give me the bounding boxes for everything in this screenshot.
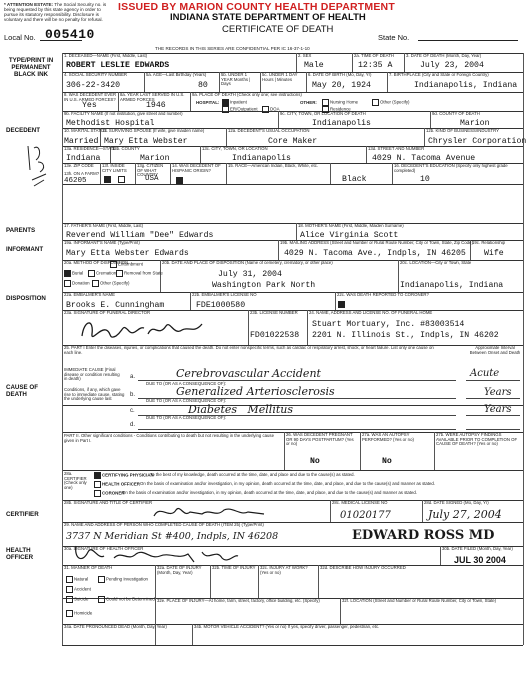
cause-d-letter: d.: [130, 422, 136, 428]
label-method-disposition: 20a. METHOD OF DISPOSITION: [64, 260, 129, 265]
label-age: 5a. AGE—Last Birthday (Years): [146, 72, 207, 77]
certifier-physician[interactable]: CERTIFYING PHYSICIAN: [94, 472, 154, 479]
label-autopsy-findings: 27b. WERE AUTOPSY FINDINGS AVAILABLE PRIOR TO COMPLETION OF CAUSE OF DEATH? (Yes or no): [436, 432, 518, 446]
immediate-cause-label: IMMEDIATE CAUSE (Final disease or condition resulting in death): [64, 367, 120, 381]
disposition-location[interactable]: Indianapolis, Indiana: [400, 281, 504, 290]
certifier-section-label: CERTIFIER: [6, 511, 39, 518]
local-no: 005410: [45, 27, 95, 42]
due-to-b: DUE TO (OR AS A CONSEQUENCE OF):: [146, 398, 227, 403]
sequential-label: Conditions, if any, which gave rise to immediate cause, stating the underlying cause last: [64, 387, 125, 401]
place-inpatient[interactable]: Inpatient: [222, 99, 247, 106]
manner-natural[interactable]: Natural: [66, 576, 88, 583]
other-label: OTHER:: [300, 100, 317, 105]
checkbox-icon: [66, 576, 73, 583]
cause-b-value[interactable]: Generalized Arteriosclerosis: [176, 385, 335, 398]
label-relationship: 19c. Relationship: [472, 240, 505, 245]
interval-b-value[interactable]: Years: [484, 387, 512, 398]
label-industry: 12b. KIND OF BUSINESS/INDUSTRY: [426, 128, 499, 133]
disposition-date[interactable]: July 31, 2004: [218, 270, 282, 279]
funeral-home-address[interactable]: 2201 N. Illinois St., Indpls, IN 46202: [312, 331, 499, 340]
label-injury-place: 32e. PLACE OF INJURY—At home, farm, street, factory, office building, etc. (Specify): [157, 598, 320, 603]
checkbox-icon: [64, 280, 71, 287]
label-disposition-location: 20c. LOCATION—City or Town, State: [400, 260, 472, 265]
checkbox-icon: [66, 586, 73, 593]
checkbox-icon: [98, 576, 105, 583]
checkbox-icon: [94, 481, 101, 488]
cause-a-value[interactable]: Cerebrovascular Accident: [176, 367, 321, 380]
label-dob: 6. DATE OF BIRTH (Mo, Day, Yr): [308, 72, 372, 77]
informant-value[interactable]: Mary Etta Webster Edwards: [66, 249, 189, 258]
cause-c-value[interactable]: Diabetes Mellitus: [188, 403, 293, 416]
embalmer-license-value[interactable]: FDE1000580: [196, 301, 246, 310]
label-mother: 18. MOTHER'S NAME (First, Middle, Maiden Surname): [298, 223, 404, 228]
marital-value[interactable]: Married: [64, 137, 99, 146]
certifier-signature: [150, 502, 270, 522]
label-death-county: 9d. COUNTY OF DEATH: [432, 111, 480, 116]
margin-scribble: [24, 140, 54, 190]
manner-suicide[interactable]: Suicide: [66, 596, 88, 603]
label-pronounced-dead: 34a. DATE PRONOUNCED DEAD (Month, Day, Year): [64, 624, 167, 629]
label-motor-vehicle: 34b. MOTOR VEHICLE ACCIDENT? (Yes or no) If yes, specify driver, passenger, pedestrian, etc.: [194, 624, 380, 629]
interval-label: Approximate Interval Between Onset and Death: [469, 345, 521, 355]
cause-b-letter: b.: [130, 392, 136, 398]
label-time: 2a. TIME OF DEATH: [354, 53, 394, 58]
label-injury-location: 32f. LOCATION (Street and Number or Rural Route Number, City or Town, State): [342, 598, 497, 603]
label-injury-description: 32d. DESCRIBE HOW INJURY OCCURRED: [320, 565, 406, 570]
time-of-death[interactable]: 12:35 A: [358, 61, 393, 70]
part2-instructions: PART II. Other significant conditions - Conditions contributing to death but not resulting in the underlying cause given in Part I.: [64, 433, 274, 443]
checkbox-icon: [92, 280, 99, 287]
certifier-name-value[interactable]: EDWARD ROSS MD: [352, 528, 495, 543]
checkbox-checked-icon: [338, 301, 345, 308]
checkbox-icon: [88, 270, 95, 277]
label-injury-date: 32a. DATE OF INJURY (Month, Day, Year): [157, 565, 202, 575]
autopsy-value[interactable]: No: [382, 457, 392, 466]
checkbox-icon: [322, 99, 329, 106]
label-manner: 31. MANNER OF DEATH: [64, 565, 113, 570]
label-medical-license: 28c. MEDICAL LICENSE NO: [332, 500, 388, 505]
spouse-value[interactable]: Mary Etta Webster: [104, 137, 188, 146]
disp-entombment[interactable]: Entombment: [110, 261, 143, 268]
label-sex: 2. SEX: [298, 53, 312, 58]
funeral-director-signature: [78, 316, 208, 344]
race-value[interactable]: Black: [342, 175, 367, 184]
label-name: 1. DECEASED—NAME (First, Middle, Last): [64, 53, 148, 58]
hospital-label: HOSPITAL:: [196, 100, 220, 105]
department-title: INDIANA STATE DEPARTMENT OF HEALTH: [170, 12, 366, 23]
label-death-city: 9c. CITY, TOWN, OR LOCATION OF DEATH: [280, 111, 366, 116]
state-no-label: State No.: [378, 33, 410, 42]
res-street-value[interactable]: 4029 N. Tacoma Avenue: [372, 154, 476, 163]
checkbox-icon: [98, 596, 105, 603]
education-value[interactable]: 10: [420, 175, 430, 184]
label-hispanic: 14. WAS DECEDENT OF HISPANIC ORIGIN?: [172, 163, 221, 173]
dob-value[interactable]: May 20, 1924: [312, 81, 371, 90]
disposition-section-label: DISPOSITION: [6, 295, 46, 302]
label-res-county: 13b. COUNTY: [112, 146, 140, 151]
death-county-value[interactable]: Marion: [460, 119, 490, 128]
label-injury-time: 32b. TIME OF INJURY: [212, 565, 256, 570]
label-fd-signature: 23a. SIGNATURE OF FUNERAL DIRECTOR: [64, 310, 151, 315]
label-embalmer-license: 22b. EMBALMER'S LICENSE NO: [192, 292, 257, 297]
label-education: 16. DECEDENT'S EDUCATION (Specify only highest grade completed): [394, 163, 508, 173]
checkbox-checked-icon: [64, 270, 71, 277]
certificate-title: CERTIFICATE OF DEATH: [222, 24, 334, 35]
checkbox-icon: [372, 99, 379, 106]
disposition-place[interactable]: Washington Park North: [212, 281, 316, 290]
attention-notice: [4, 2, 116, 22]
checkbox-icon: [222, 106, 229, 113]
label-citizen: 13g. CITIZEN OF WHAT COUNTRY: [137, 163, 164, 177]
label-pregnant: 26. WAS DECEDENT PREGNANT OR 90 DAYS POSTPARTUM? (Yes or no): [286, 432, 354, 446]
manner-homicide[interactable]: Homicide: [66, 610, 92, 617]
father-value[interactable]: Reverend William "Dee" Edwards: [66, 231, 214, 240]
cause-a-letter: a.: [130, 374, 136, 380]
label-year-served: 8a. YEAR LAST SERVED IN U.S. ARMED FORCES: [120, 92, 185, 102]
label-under-1-year: 5b. UNDER 1 YEAR Months | Days: [221, 72, 251, 86]
ssn-value[interactable]: 306-22-3420: [66, 81, 121, 90]
checkbox-icon: [110, 261, 117, 268]
label-farm: 13h. ON A FARM?: [64, 171, 100, 176]
death-city-value[interactable]: Indianapolis: [312, 119, 371, 128]
informant-section-label: INFORMANT: [6, 246, 44, 253]
certifier-physician-text: To the best of my knowledge, death occurred at the time, date, and place and due to the cause(s) as stated.: [150, 472, 355, 477]
disp-removal[interactable]: Removal from State: [116, 270, 163, 277]
decedent-name[interactable]: ROBERT LESLIE EDWARDS: [66, 61, 170, 70]
facility-value[interactable]: Methodist Hospital: [66, 119, 155, 128]
decedent-section-label: DECEDENT: [6, 127, 41, 134]
label-autopsy: 27a. WAS AN AUTOPSY PERFORMED? (Yes or no): [362, 432, 414, 442]
label-res-street: 13d. STREET AND NUMBER: [368, 146, 425, 151]
label-armed-forces: 8. WAS DECEDENT EVER IN U.S. ARMED FORCES?: [64, 92, 117, 102]
manner-pending[interactable]: Pending Investigation: [98, 576, 148, 583]
label-ssn: 4. SOCIAL SECURITY NUMBER: [64, 72, 128, 77]
label-res-state: 13a. RESIDENCE—STATE: [64, 146, 117, 151]
label-occupation: 12a. DECEDENT'S USUAL OCCUPATION: [228, 128, 310, 133]
label-father: 17. FATHER'S NAME (First, Middle, Last): [64, 223, 144, 228]
coroner-no[interactable]: [338, 301, 346, 308]
label-marital: 10. MARITAL STATUS: [64, 128, 107, 133]
due-to-c: DUE TO (OR AS A CONSEQUENCE OF):: [146, 415, 227, 420]
label-certifier: 28a. CERTIFIER (Check only one): [64, 471, 87, 490]
label-place-of-death: 9a. PLACE OF DEATH (Check only one; see instructions): [192, 92, 302, 97]
informant-address-value[interactable]: 4029 N. Tacoma Ave., Indpls, IN 46205: [284, 249, 466, 258]
checkbox-icon: [262, 106, 269, 113]
attention-title: * ATTENTION ESTATE:: [4, 2, 54, 7]
embalmer-value[interactable]: Brooks E. Cunningham: [66, 301, 165, 310]
label-under-1-day: 5c. UNDER 1 DAY Hours | Minutes: [262, 72, 298, 82]
disp-donation[interactable]: Donation: [64, 280, 90, 287]
due-to-a: DUE TO (OR AS A CONSEQUENCE OF):: [146, 381, 227, 386]
cause-c-letter: c.: [130, 408, 135, 414]
label-health-officer-signature: 30a. SIGNATURE OF HEALTH OFFICER: [64, 546, 144, 551]
pregnant-value[interactable]: No: [310, 457, 320, 466]
industry-value[interactable]: Chrysler Corporation: [428, 137, 527, 146]
parents-section-label: PARENTS: [6, 227, 36, 234]
place-doa[interactable]: DOA: [262, 106, 280, 113]
certifier-health-officer[interactable]: HEALTH OFFICER: [94, 481, 140, 488]
certifier-health-text: On the basis of examination and/or investigation, in my opinion, death occurred at the time, date, and place, and due to the cause(s) and manner as stated.: [140, 481, 435, 486]
label-funeral-home: 24. NAME, ADDRESS AND LICENSE NO. OF FUNERAL HOME: [309, 310, 433, 315]
health-officer-section-label: HEALTH OFFICER: [6, 547, 34, 561]
label-informant: 19a. INFORMANT'S NAME (Type/Print): [64, 240, 140, 245]
checkbox-checked-icon: [94, 472, 101, 479]
confidential-note: THE RECORDS IN THIS SERIES ARE CONFIDENTIAL PER IC 16-37-1-10: [155, 46, 310, 51]
label-city-limits: 13f. INSIDE CITY LIMITS: [102, 163, 127, 173]
label-informant-address: 19b. MAILING ADDRESS (Street and Number or Rural Route Number, City or Town, State, Zip Code): [280, 240, 473, 245]
year-served-value[interactable]: 1946: [146, 101, 166, 110]
interval-a-value[interactable]: Acute: [470, 368, 500, 379]
city-limits-yes[interactable]: [118, 176, 126, 183]
local-no-label: Local No.: [4, 33, 36, 42]
date-signed-value[interactable]: July 27, 2004: [428, 508, 502, 521]
checkbox-icon: [94, 490, 101, 497]
citizen-value[interactable]: USA: [145, 175, 159, 183]
label-facility: 9b. FACILITY NAME (If not institution, give street and number): [64, 111, 183, 116]
label-race: 15. RACE—American Indian, Black, White, etc.: [228, 163, 319, 168]
age-value[interactable]: 80: [198, 81, 208, 90]
medical-license-value[interactable]: 01020177: [340, 510, 391, 521]
label-cause-completer: 29. NAME AND ADDRESS OF PERSON WHO COMPLETED CAUSE OF DEATH (ITEM 25) (Type/Print): [64, 522, 264, 527]
res-state-value[interactable]: Indiana: [66, 154, 101, 163]
manner-accident[interactable]: Accident: [66, 586, 91, 593]
label-embalmer: 22a. EMBALMER'S NAME: [64, 292, 115, 297]
checkbox-checked-icon: [176, 177, 183, 184]
interval-c-value[interactable]: Years: [484, 404, 512, 415]
certifier-coroner-text: On the basis of examination and/or investigation, in my opinion, death occurred at the time, date, and place, and due to the cause(s) and manner as stated.: [122, 490, 417, 495]
label-fd-license: 23b. LICENSE NUMBER: [250, 310, 298, 315]
relationship-value[interactable]: Wife: [484, 249, 504, 258]
issued-by-stamp: ISSUED BY MARION COUNTY HEALTH DEPARTMENT: [118, 1, 395, 13]
funeral-home-value[interactable]: Stuart Mortuary, Inc. #83003514: [312, 320, 465, 329]
label-certifier-signature: 28b. SIGNATURE AND TITLE OF CERTIFIER: [64, 500, 153, 505]
place-er-outpatient[interactable]: ER/Outpatient: [222, 106, 258, 113]
occupation-value[interactable]: Core Maker: [268, 137, 318, 146]
checkbox-icon: [116, 270, 123, 277]
type-print-label: TYPE/PRINT IN PERMANENT BLACK INK: [8, 57, 54, 78]
label-birthplace: 7. BIRTHPLACE (City and State or Foreign Country): [389, 72, 489, 77]
checkbox-icon: [118, 176, 125, 183]
mother-value[interactable]: Alice Virginia Scott: [300, 231, 399, 240]
sex-value[interactable]: Male: [304, 61, 324, 70]
checkbox-checked-icon: [104, 176, 111, 183]
disp-other[interactable]: Other (Specify): [92, 280, 130, 287]
res-county-value[interactable]: Marion: [140, 154, 170, 163]
attention-text: The Social Security no. is being requested by this state agency in order to pursue its statutory responsibility. Disclosure is voluntary and there will be no penalty for refusal.: [4, 2, 107, 23]
armed-forces-value[interactable]: Yes: [82, 101, 97, 110]
res-city-value[interactable]: Indianapolis: [232, 154, 291, 163]
label-res-city: 13c. CITY, TOWN, OR LOCATION: [202, 146, 268, 151]
label-date-of-death: 3. DATE OF DEATH (Month, Day, Year): [406, 53, 482, 58]
fd-license-value[interactable]: FD01022538: [250, 331, 300, 340]
label-date-filed: 30b. DATE FILED (Month, Day, Year): [442, 546, 513, 551]
checkbox-checked-icon: [222, 99, 229, 106]
certifier-address-value[interactable]: 3737 N Meridian St #400, Indpls, IN 46208: [66, 531, 279, 542]
disp-cremation[interactable]: Cremation: [88, 270, 116, 277]
label-disposition-place: 20b. DATE AND PLACE OF DISPOSITION (Name of cemetery, crematory, or other place): [162, 260, 333, 265]
zip-value[interactable]: 46205: [64, 177, 87, 185]
place-other[interactable]: Other (Specify): [372, 99, 410, 106]
cause-section-label: CAUSE OF DEATH: [6, 384, 38, 398]
manner-undetermined[interactable]: Could not be Determined: [98, 596, 155, 603]
label-injury-work: 32c. INJURY AT WORK? (Yes or no): [260, 565, 308, 575]
date-filed-stamp: JUL 30 2004: [454, 555, 506, 565]
checkbox-icon: [66, 610, 73, 617]
health-officer-signature: [70, 542, 240, 566]
disp-burial[interactable]: Burial: [64, 270, 83, 277]
label-date-signed: 28d. DATE SIGNED (Mo, Day, Yr): [424, 500, 489, 505]
birthplace-value[interactable]: Indianapolis, Indiana: [414, 81, 518, 90]
label-coroner-reported: 22c. WAS DEATH REPORTED TO CORONER?: [337, 292, 429, 297]
city-limits-no[interactable]: [104, 176, 112, 183]
checkbox-icon: [66, 596, 73, 603]
hispanic-no[interactable]: [176, 177, 184, 184]
label-zip: 13e. ZIP CODE: [64, 163, 94, 168]
place-residence[interactable]: Residence: [322, 106, 351, 113]
part1-instructions: 25. PART I Enter the diseases, injuries, or complications that caused the death. Do not enter nonspecific terms, such as cardiac or respiratory arrest, shock, or heart failure. List only one cause on each line.: [64, 345, 434, 355]
label-spouse: 11. SURVIVING SPOUSE (If wife, give maiden name): [102, 128, 205, 133]
place-nursing-home[interactable]: Nursing Home: [322, 99, 358, 106]
date-of-death[interactable]: July 23, 2004: [420, 61, 484, 70]
certifier-coroner[interactable]: CORONER: [94, 490, 124, 497]
